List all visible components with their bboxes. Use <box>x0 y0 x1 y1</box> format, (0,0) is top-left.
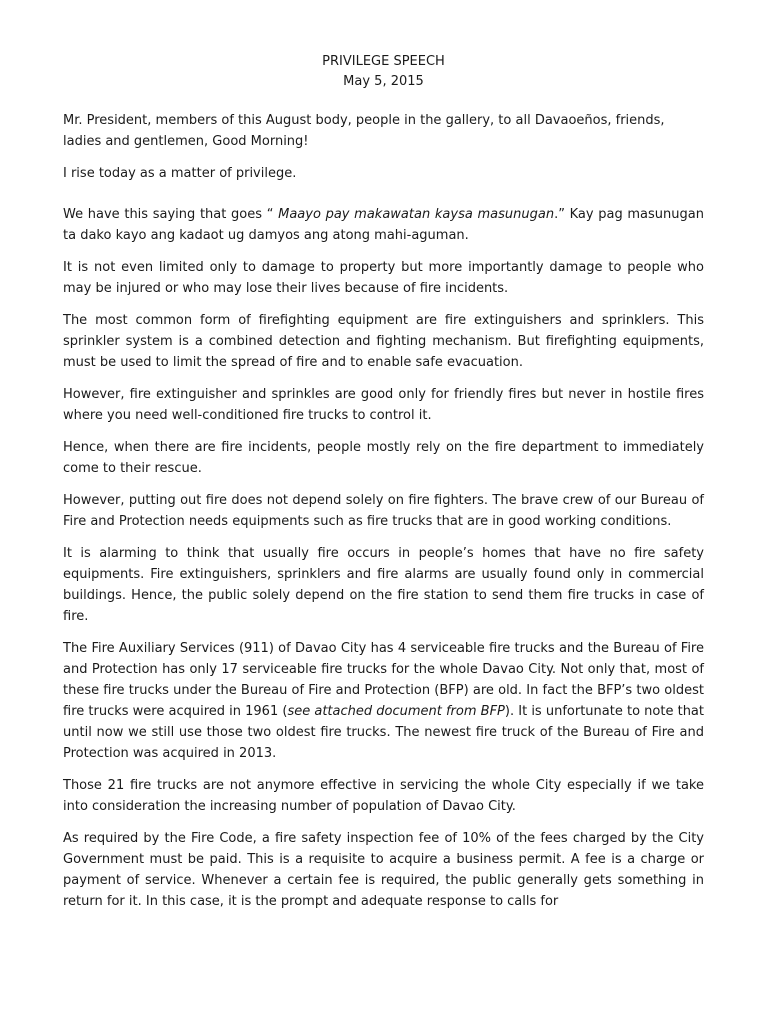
paragraph-damage: It is not even limited only to damage to property but more importantly damage to people who may be injured or who may lose their lives because of fire incidents. <box>63 260 704 296</box>
paragraph-population: Those 21 fire trucks are not anymore effective in servicing the whole City especially if we take into consideration the increasing number of population of Davao City. <box>63 778 704 814</box>
paragraph-fire-trucks-start: The Fire Auxiliary Services (911) of Davao City has 4 serviceable fire trucks and the Bureau of Fire and Protection has only 17 serviceable fire trucks for the whole Davao City. Not only that, most of these fire trucks under the Bureau of Fire and Protection (BFP) are old. In fact the BFP’s two oldest fire trucks were acquired in 1961 ( <box>63 641 704 719</box>
paragraph-fire-trucks-end: ). It is unfortunate to note that until now we still use those two oldest fire trucks. The newest fire truck of the Bureau of Fire and Protection was acquired in 2013. <box>63 704 704 761</box>
document-title: PRIVILEGE SPEECH <box>322 54 445 69</box>
paragraph-saying <box>63 204 704 246</box>
paragraph-saying-end: .” Kay pag masunugan ta dako kayo ang kadaot ug damyos ang atong mahi-aguman. <box>63 207 704 243</box>
paragraph-firefighters: However, putting out fire does not depend solely on fire fighters. The brave crew of our Bureau of Fire and Protection needs equipments such as fire trucks that are in good working conditions. <box>63 493 704 529</box>
paragraph-rely: Hence, when there are fire incidents, people mostly rely on the fire department to immediately come to their rescue. <box>63 440 704 476</box>
paragraph-equipment: The most common form of firefighting equipment are fire extinguishers and sprinklers. This sprinkler system is a combined detection and fighting mechanism. But firefighting equipments, must be used to limit the spread of fire and to enable safe evacuation. <box>63 313 704 370</box>
saying-quote: Maayo pay makawatan kaysa masunugan <box>278 207 555 222</box>
paragraph-extinguisher: However, fire extinguisher and sprinkles are good only for friendly fires but never in hostile fires where you need well-conditioned fire trucks to control it. <box>63 387 704 423</box>
paragraph-fire-code: As required by the Fire Code, a fire safety inspection fee of 10% of the fees charged by the City Government must be paid. This is a requisite to acquire a business permit. A fee is a charge or payment of service. Whenever a certain fee is required, the public generally gets something in return for it. In this case, it is the prompt and adequate response to calls for <box>63 831 704 909</box>
document-date: May 5, 2015 <box>343 74 424 89</box>
document-page <box>63 52 704 923</box>
paragraph-privilege: I rise today as a matter of privilege. <box>63 166 297 181</box>
attached-document-note: see attached document from BFP <box>287 704 505 719</box>
paragraph-fire-trucks <box>63 638 704 764</box>
paragraph-saying-start: We have this saying that goes “ <box>63 207 279 222</box>
paragraph-homes: It is alarming to think that usually fire occurs in people’s homes that have no fire safety equipments. Fire extinguishers, sprinklers and fire alarms are usually found only in commercial buildings. Hence, the public solely depend on the fire station to send them fire trucks in case of fire. <box>63 546 704 624</box>
paragraph-greeting: Mr. President, members of this August body, people in the gallery, to all Davaoeños, friends, ladies and gentlemen, Good Morning! <box>63 113 665 149</box>
